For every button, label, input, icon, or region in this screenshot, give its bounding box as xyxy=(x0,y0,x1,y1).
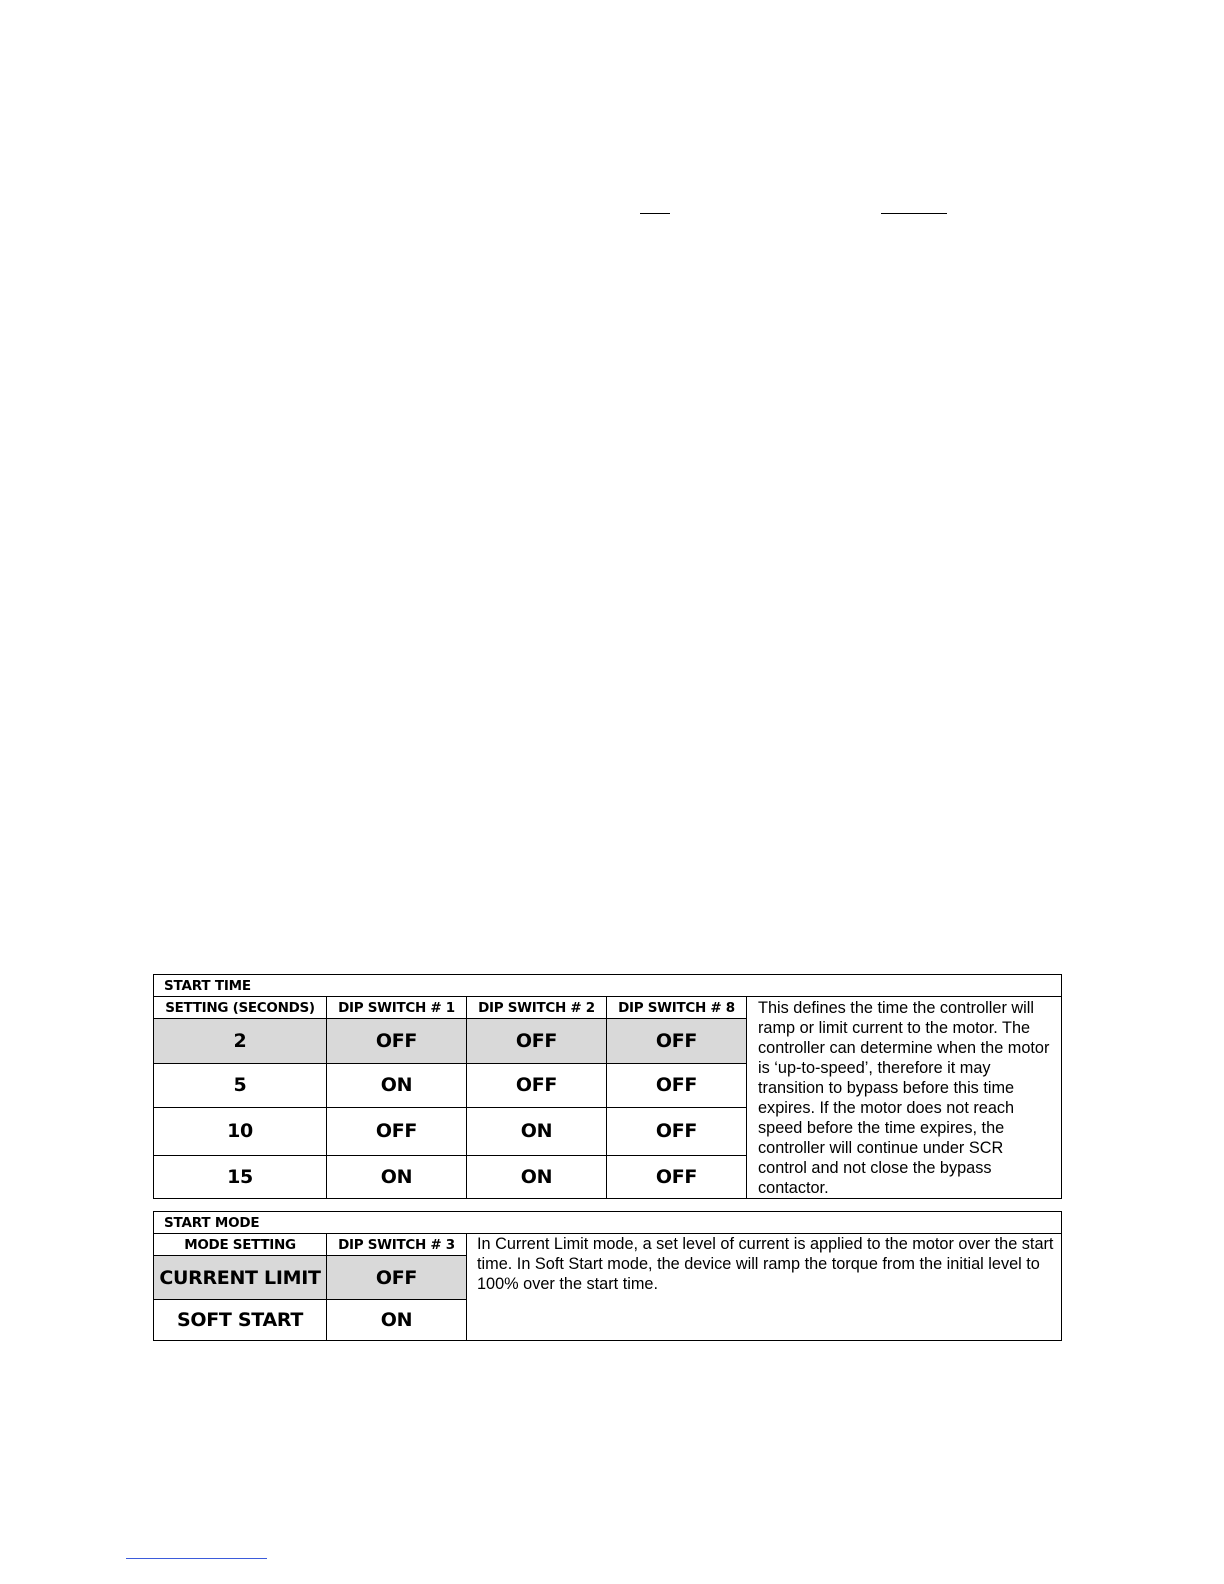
table-cell: SOFT START xyxy=(154,1300,327,1341)
start-time-description: This defines the time the controller will ramp or limit current to the motor. The controller can determine when the motor is ‘up-to-speed’, therefore it may transition to bypass before this time expires. If the motor does not reach speed before the time expires, the controller will continue under SCR control and not close the bypass contactor. xyxy=(747,997,1062,1199)
table-cell: 2 xyxy=(154,1019,327,1064)
column-header: DIP SWITCH # 3 xyxy=(327,1234,467,1256)
table-header-row xyxy=(154,997,1062,1019)
table-caption-row xyxy=(154,975,1062,997)
table-cell: OFF xyxy=(467,1019,607,1064)
table-cell: OFF xyxy=(327,1256,467,1300)
footnote-separator xyxy=(126,1558,267,1559)
column-header: DIP SWITCH # 1 xyxy=(327,997,467,1019)
table-cell: ON xyxy=(327,1300,467,1341)
column-header: SETTING (SECONDS) xyxy=(154,997,327,1019)
underline-mark xyxy=(640,213,670,214)
underline-mark xyxy=(881,213,947,214)
table-cell: 15 xyxy=(154,1156,327,1199)
table-cell: OFF xyxy=(467,1063,607,1107)
start-mode-title: START MODE xyxy=(154,1212,1062,1234)
table-cell: OFF xyxy=(327,1019,467,1064)
start-mode-description: In Current Limit mode, a set level of current is applied to the motor over the start time. In Soft Start mode, the device will ramp the torque from the initial level to 100% over the start time. xyxy=(467,1234,1062,1341)
table-cell: ON xyxy=(467,1156,607,1199)
table-caption-row xyxy=(154,1212,1062,1234)
table-header-row xyxy=(154,1234,1062,1256)
table-cell: 5 xyxy=(154,1063,327,1107)
table-cell: ON xyxy=(327,1156,467,1199)
column-header: DIP SWITCH # 8 xyxy=(607,997,747,1019)
column-header: MODE SETTING xyxy=(154,1234,327,1256)
table-cell: ON xyxy=(327,1063,467,1107)
table-cell: OFF xyxy=(327,1107,467,1156)
table-cell: OFF xyxy=(607,1019,747,1064)
table-cell: ON xyxy=(467,1107,607,1156)
table-cell: CURRENT LIMIT xyxy=(154,1256,327,1300)
table-cell: OFF xyxy=(607,1156,747,1199)
start-time-table xyxy=(153,974,1062,1199)
table-cell: OFF xyxy=(607,1063,747,1107)
start-mode-table xyxy=(153,1211,1062,1341)
table-cell: OFF xyxy=(607,1107,747,1156)
start-time-title: START TIME xyxy=(154,975,1062,997)
column-header: DIP SWITCH # 2 xyxy=(467,997,607,1019)
table-cell: 10 xyxy=(154,1107,327,1156)
